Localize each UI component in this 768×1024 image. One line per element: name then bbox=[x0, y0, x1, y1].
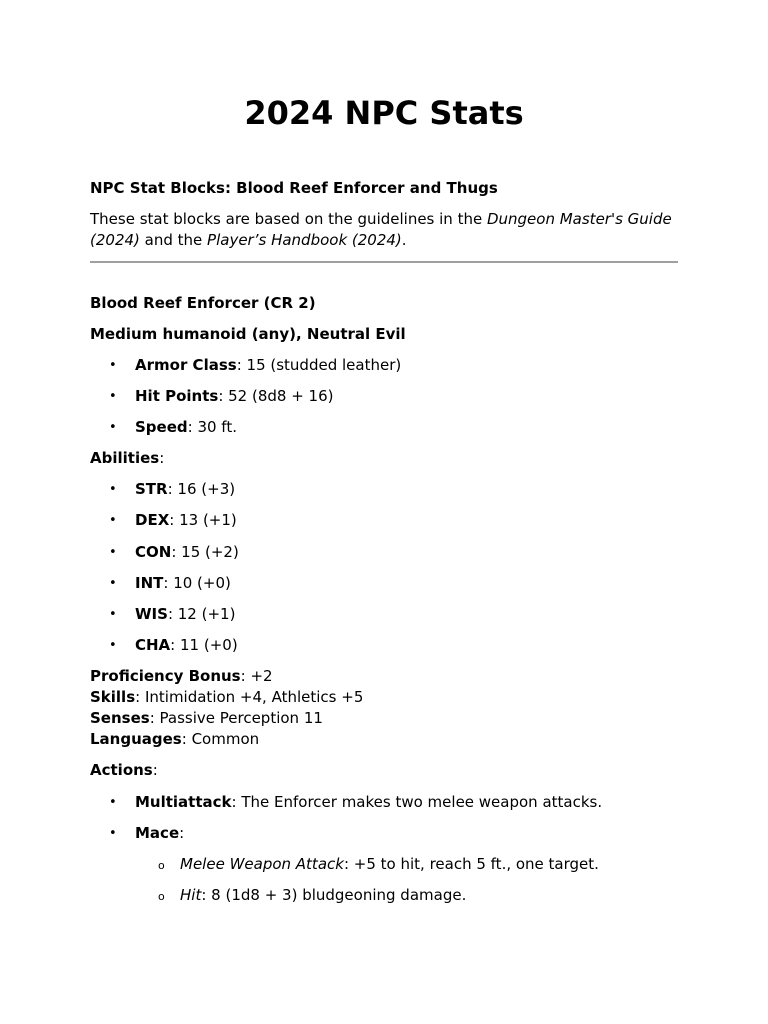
detail-value: : Intimidation +4, Athletics +5 bbox=[135, 688, 364, 706]
detail-value: : +2 bbox=[240, 667, 273, 685]
intro-text-end: . bbox=[401, 231, 407, 249]
stat-hit-points bbox=[135, 386, 334, 407]
stat-label: Armor Class bbox=[135, 356, 237, 374]
action-label: Mace bbox=[135, 824, 180, 842]
intro-book-phb: Player’s Handbook (2024) bbox=[207, 231, 402, 249]
intro-text-start: These stat blocks are based on the guidelines in the bbox=[90, 210, 487, 228]
ability-cha bbox=[135, 635, 238, 656]
action-multiattack bbox=[135, 792, 602, 813]
ability-label: DEX bbox=[135, 511, 170, 529]
ability-wis bbox=[135, 604, 235, 625]
detail-value: : Passive Perception 11 bbox=[149, 709, 323, 727]
ability-value: : 13 (+1) bbox=[169, 511, 237, 529]
page-title: 2024 NPC Stats bbox=[244, 94, 524, 132]
actions-label: Actions bbox=[90, 761, 153, 779]
stat-label: Speed bbox=[135, 418, 188, 436]
stat-value: : 52 (8d8 + 16) bbox=[218, 387, 334, 405]
horizontal-divider bbox=[90, 261, 678, 263]
ability-value: : 15 (+2) bbox=[171, 543, 239, 561]
ability-value: : 16 (+3) bbox=[167, 480, 236, 498]
ability-value: : 10 (+0) bbox=[163, 574, 231, 592]
stat-speed bbox=[135, 417, 237, 438]
intro-book-dmg: Dungeon Master's Guide (2024) bbox=[90, 210, 672, 249]
stat-value: : 15 (studded leather) bbox=[236, 356, 402, 374]
detail-label: Proficiency Bonus bbox=[90, 667, 241, 685]
abilities-label: Abilities bbox=[90, 449, 160, 467]
mace-hit-line bbox=[180, 885, 466, 906]
section-heading: NPC Stat Blocks: Blood Reef Enforcer and Thugs bbox=[90, 179, 498, 197]
ability-dex bbox=[135, 510, 237, 531]
detail-label: Senses bbox=[90, 709, 150, 727]
mace-attack-value: : +5 to hit, reach 5 ft., one target. bbox=[343, 855, 599, 873]
intro-text-middle: and the bbox=[139, 231, 208, 249]
detail-languages bbox=[90, 729, 259, 750]
detail-value: : Common bbox=[181, 730, 260, 748]
mace-attack-line bbox=[180, 854, 599, 875]
abilities-heading: Abilities: bbox=[90, 449, 165, 467]
mace-attack-label: Melee Weapon Attack bbox=[180, 855, 344, 873]
ability-label: CON bbox=[135, 543, 172, 561]
ability-label: STR bbox=[135, 480, 168, 498]
mace-hit-value: : 8 (1d8 + 3) bludgeoning damage. bbox=[201, 886, 467, 904]
stat-value: : 30 ft. bbox=[187, 418, 237, 436]
detail-label: Languages bbox=[90, 730, 182, 748]
ability-value: : 11 (+0) bbox=[170, 636, 238, 654]
detail-proficiency-bonus bbox=[90, 666, 273, 687]
ability-label: CHA bbox=[135, 636, 171, 654]
detail-skills bbox=[90, 687, 363, 708]
stat-armor-class bbox=[135, 355, 401, 376]
detail-senses bbox=[90, 708, 323, 729]
action-value: : bbox=[179, 824, 185, 842]
ability-value: : 12 (+1) bbox=[167, 605, 236, 623]
ability-str bbox=[135, 479, 235, 500]
actions-heading: Actions: bbox=[90, 761, 158, 779]
stat-label: Hit Points bbox=[135, 387, 219, 405]
intro-paragraph bbox=[90, 209, 678, 251]
ability-con bbox=[135, 542, 239, 563]
ability-label: INT bbox=[135, 574, 164, 592]
stat-block-name: Blood Reef Enforcer (CR 2) bbox=[90, 294, 316, 312]
creature-type-line: Medium humanoid (any), Neutral Evil bbox=[90, 325, 406, 343]
ability-label: WIS bbox=[135, 605, 168, 623]
mace-hit-label: Hit bbox=[180, 886, 202, 904]
detail-label: Skills bbox=[90, 688, 136, 706]
action-label: Multiattack bbox=[135, 793, 232, 811]
action-value: : The Enforcer makes two melee weapon attacks. bbox=[231, 793, 603, 811]
ability-int bbox=[135, 573, 231, 594]
action-mace bbox=[135, 823, 184, 844]
